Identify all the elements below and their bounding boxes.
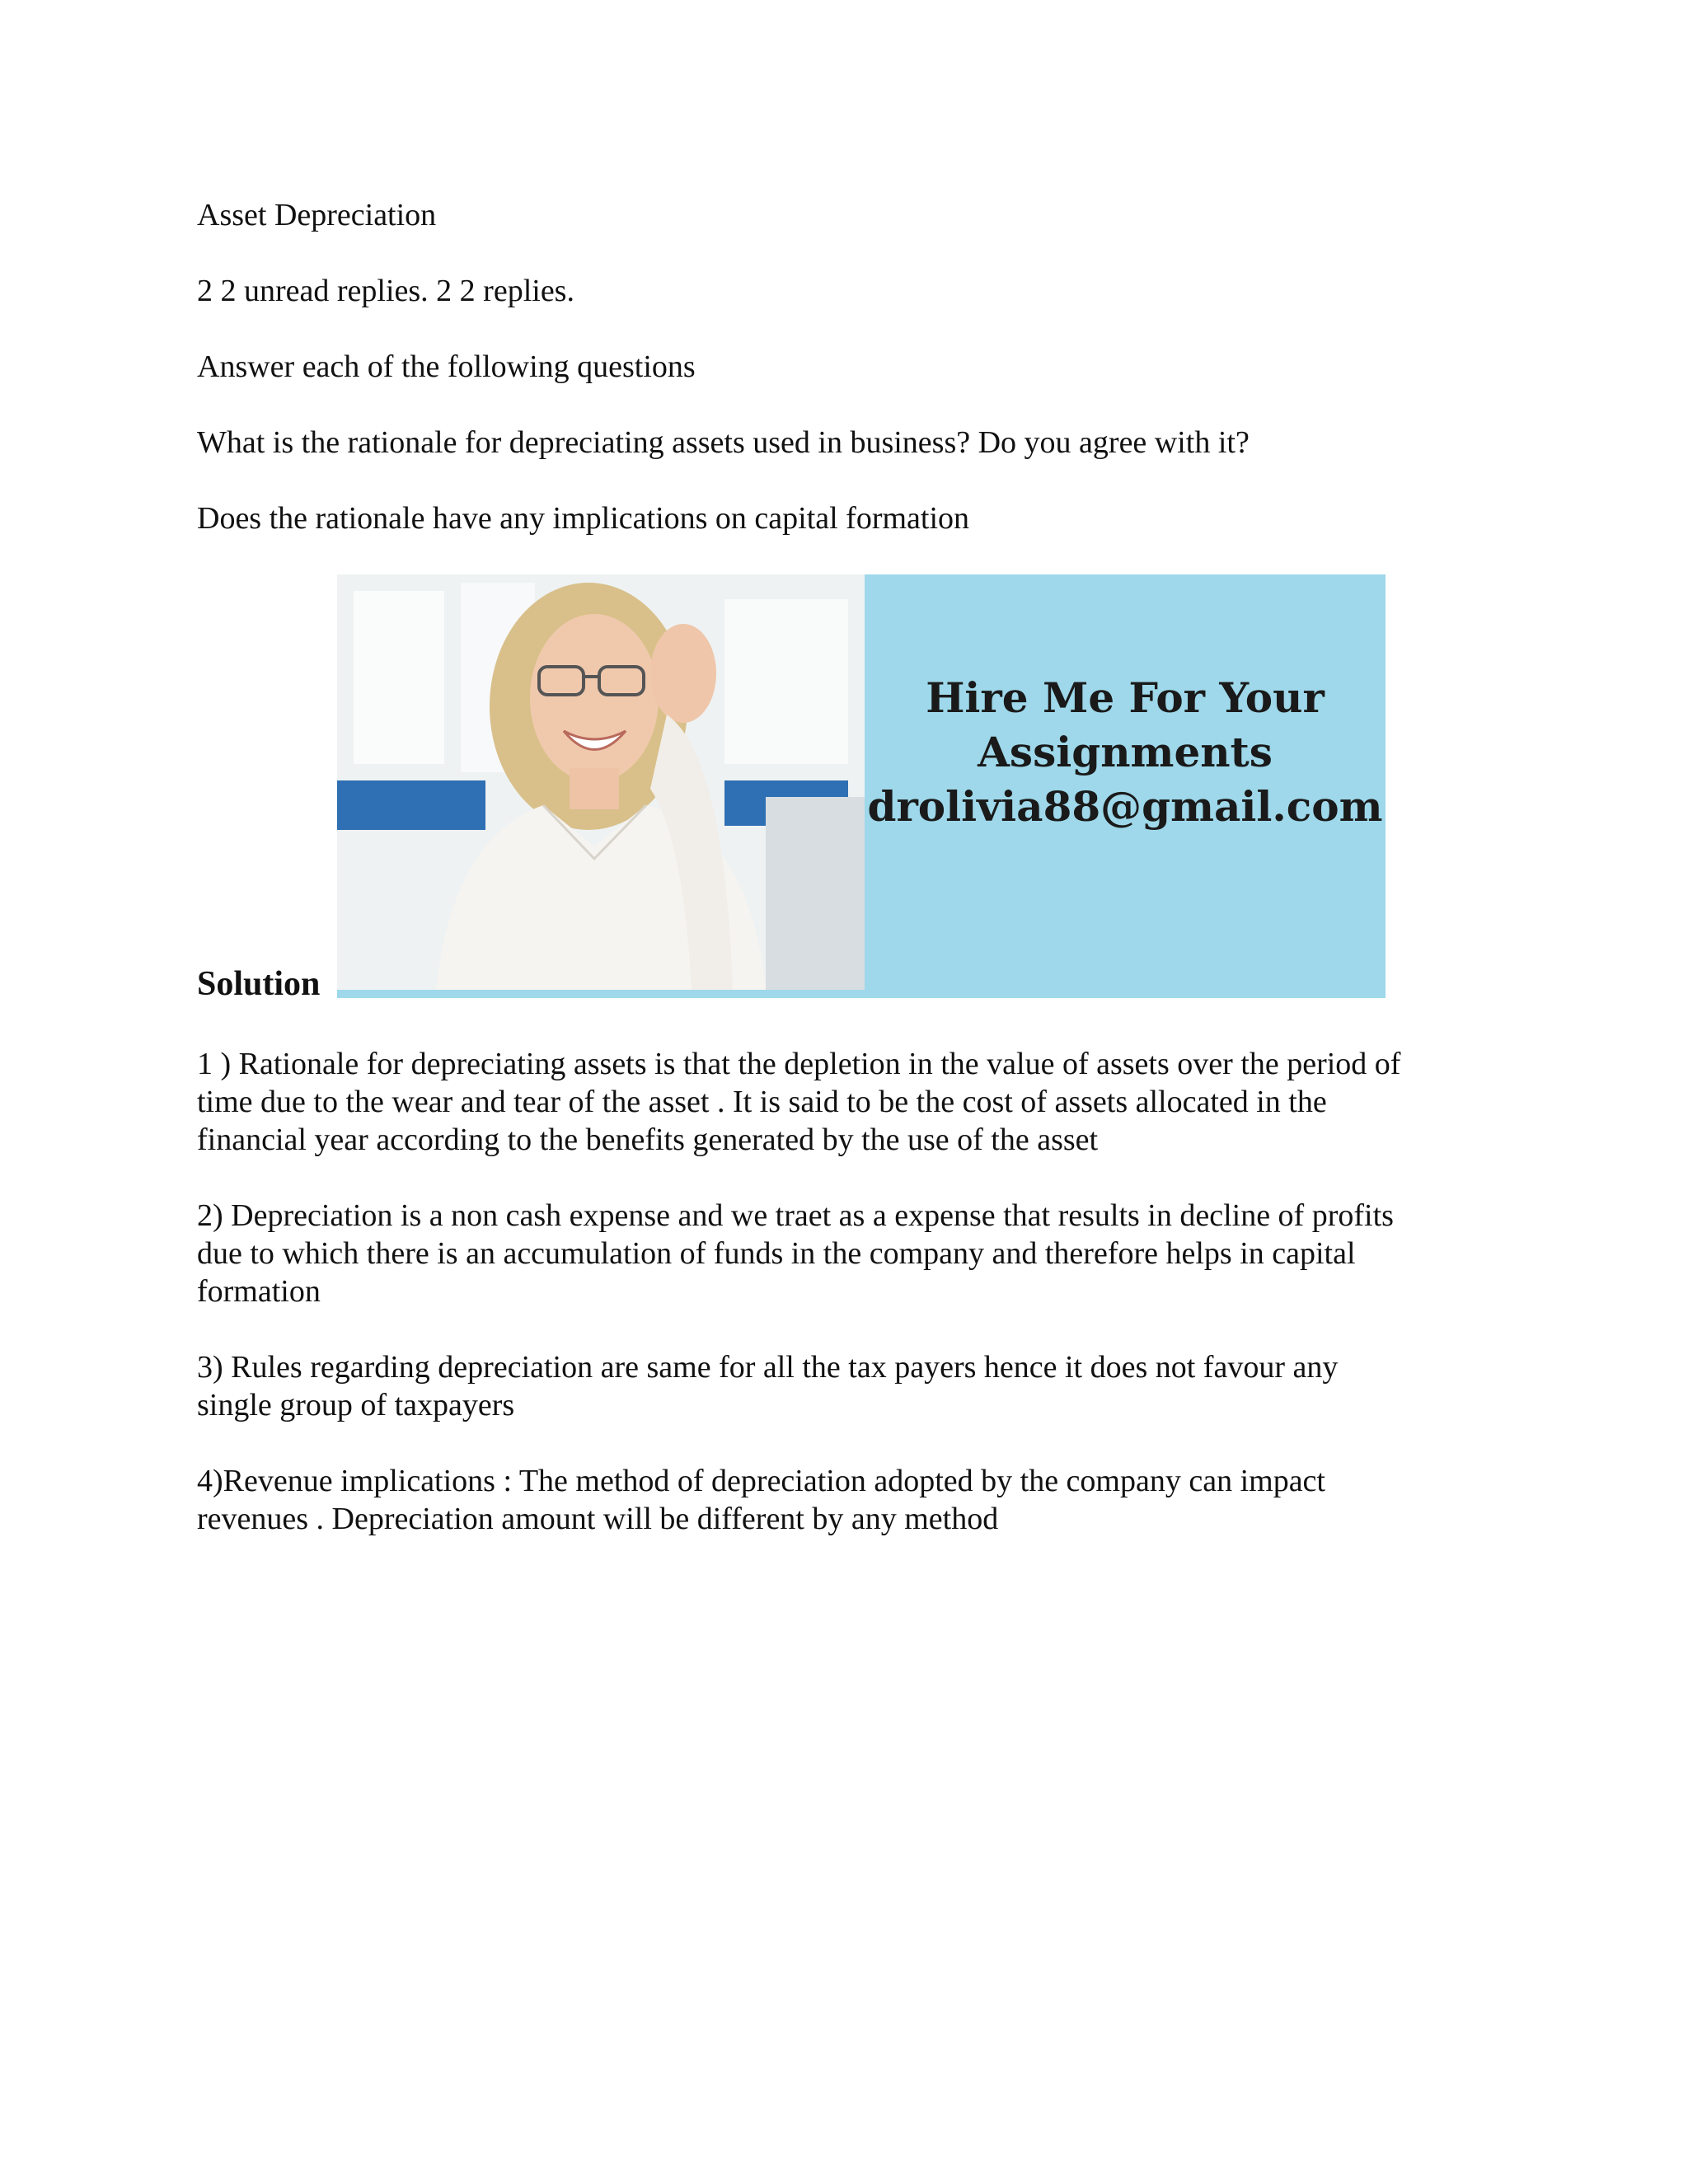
answer-4-line: revenues . Depreciation amount will be different by any method [197,1502,999,1536]
answer-3-line: single group of taxpayers [197,1388,515,1422]
banner-bottom-strip [337,990,865,998]
question-1: What is the rationale for depreciating assets used in business? Do you agree with it? [197,425,1250,460]
answer-2-line: 2) Depreciation is a non cash expense and we traet as a expense that results in decline of profits [197,1198,1394,1233]
advertisement-banner [337,574,1386,998]
answer-3 [197,1348,1499,1424]
answer-4 [197,1462,1499,1538]
answer-1 [197,1045,1499,1159]
banner-photo [337,574,865,990]
banner-text-panel [865,574,1386,998]
answer-2-line: formation [197,1274,321,1309]
banner-headline: Hire Me For Your [926,673,1325,722]
answer-2-line: due to which there is an accumulation of funds in the company and therefore helps in capital [197,1236,1356,1271]
answer-1-line: time due to the wear and tear of the asset . It is said to be the cost of assets allocated in the [197,1085,1327,1119]
replies-count: 2 2 unread replies. 2 2 replies. [197,274,574,308]
answer-2 [197,1197,1499,1310]
answer-3-line: 3) Rules regarding depreciation are same for all the tax payers hence it does not favour any [197,1350,1339,1385]
banner-subheadline: Assignments [978,728,1273,776]
answer-1-line: financial year according to the benefits generated by the use of the asset [197,1122,1099,1157]
question-2: Does the rationale have any implications on capital formation [197,501,970,536]
instruction-text: Answer each of the following questions [197,349,696,384]
banner-email: drolivia88@gmail.com [867,782,1383,831]
document-title: Asset Depreciation [197,198,437,232]
solution-heading: Solution [197,965,321,1003]
answer-4-line: 4)Revenue implications : The method of depreciation adopted by the company can impact [197,1464,1325,1498]
answer-1-line: 1 ) Rationale for depreciating assets is that the depletion in the value of assets over the period of [197,1047,1401,1081]
